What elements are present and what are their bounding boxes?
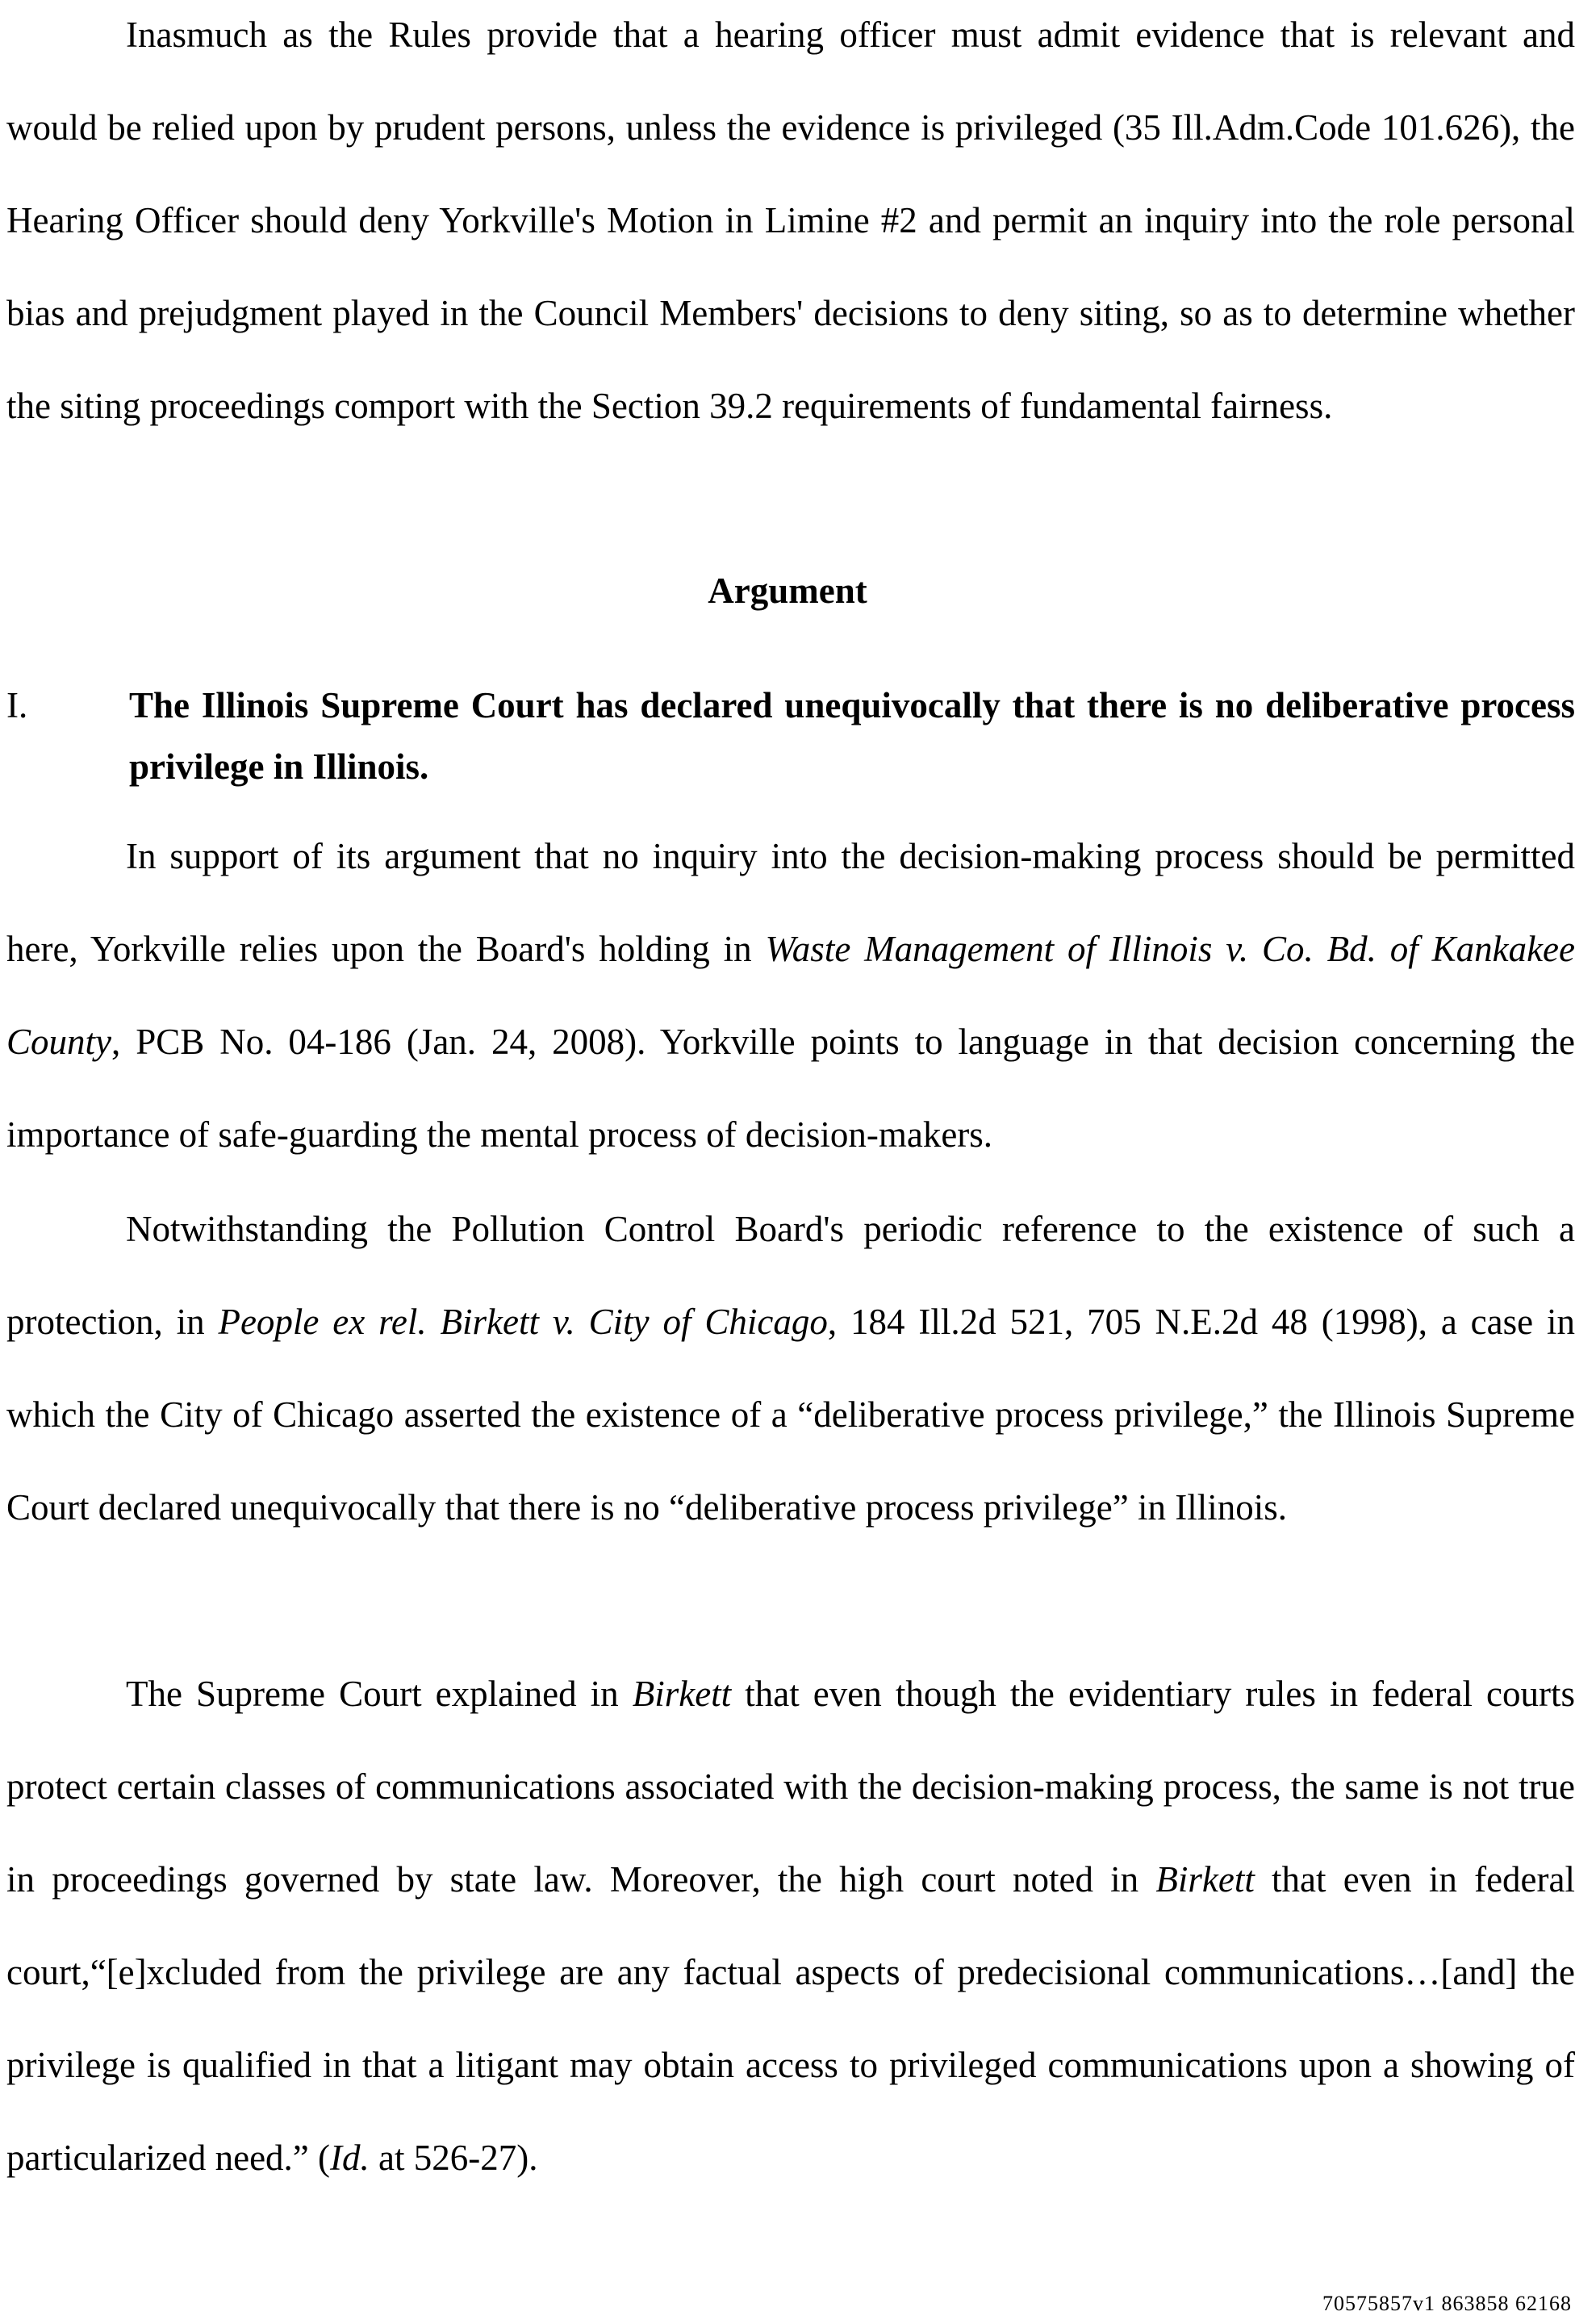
case-citation: People ex rel. Birkett v. City of Chicago <box>218 1302 828 1342</box>
paragraph-supreme-court <box>6 1648 1575 2205</box>
intro-paragraph <box>6 0 1575 453</box>
id-citation: Id. <box>330 2138 370 2178</box>
section-number: I. <box>6 685 28 725</box>
paragraph-birkett-holding <box>6 1183 1575 1554</box>
argument-heading: Argument <box>708 571 867 611</box>
case-citation: Birkett <box>1155 1859 1255 1900</box>
paragraph-text: The Supreme Court explained in <box>126 1674 633 1714</box>
section-title: The Illinois Supreme Court has declared unequivocally that there is no deliberative process privilege in Illinois. <box>129 685 1575 787</box>
document-id-footer: 70575857v1 863858 62168 <box>1322 2292 1572 2315</box>
paragraph-text: , PCB No. 04-186 (Jan. 24, 2008). Yorkville points to language in that decision concerning the importance of safe-guarding the mental process of decision-makers. <box>6 1022 1575 1155</box>
paragraph-text: that even though the evidentiary rules in federal courts protect certain classes of communications associated with the decision-making process, the same is not true in proceedings governed by state law. Moreover, the high court noted in <box>6 1674 1575 1900</box>
section-heading <box>6 675 1575 797</box>
case-citation: Birkett <box>632 1674 732 1714</box>
paragraph-waste-management <box>6 810 1575 1181</box>
paragraph-text: , 184 Ill.2d 521, 705 N.E.2d 48 (1998), a case in which the City of Chicago asserted the existence of a “deliberative process privilege,” the Illinois Supreme Court declared unequivocally that there is no “deliberative process privilege” in Illinois. <box>6 1302 1575 1528</box>
paragraph-text: that even in federal court,“[e]xcluded from the privilege are any factual aspects of predecisional communications…[and] the privilege is qualified in that a litigant may obtain access to privileged communications upon a showing of particularized need.” ( <box>6 1859 1575 2178</box>
case-citation: Waste Management of Illinois v. Co. Bd. of Kankakee County <box>6 929 1575 1062</box>
paragraph-text: In support of its argument that no inquiry into the decision-making process should be permitted here, Yorkville relies upon the Board's holding in <box>6 836 1575 969</box>
paragraph-text: at 526-27). <box>369 2138 538 2178</box>
paragraph-text: Notwithstanding the Pollution Control Board's periodic reference to the existence of such a protection, in <box>6 1209 1575 1342</box>
intro-paragraph-text: Inasmuch as the Rules provide that a hearing officer must admit evidence that is relevant and would be relied upon by prudent persons, unless the evidence is privileged (35 Ill.Adm.Code 101.626), the Hearing Officer should deny Yorkville's Motion in Limine #2 and permit an inquiry into the role personal bias and prejudgment played in the Council Members' decisions to deny siting, so as to determine whether the siting proceedings comport with the Section 39.2 requirements of fundamental fairness. <box>6 15 1575 426</box>
